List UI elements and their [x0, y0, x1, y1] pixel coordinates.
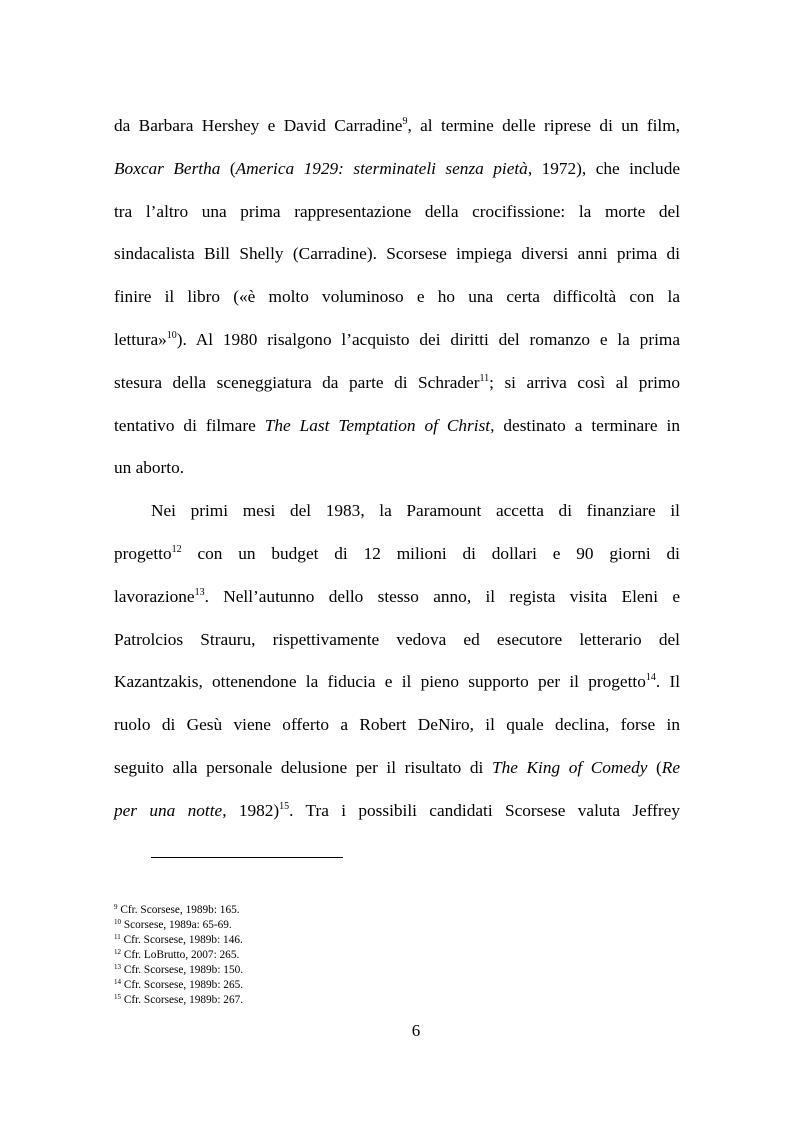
body-line [114, 539, 680, 569]
text-run: . Il [655, 672, 680, 691]
body-line [114, 667, 680, 697]
footnote-text: Cfr. Scorsese, 1989b: 265. [121, 979, 244, 991]
footnote-number: 10 [114, 918, 121, 926]
italic-title: The Last Temptation of Christ [264, 416, 491, 435]
footnote [114, 903, 240, 917]
body-line: finire il libro («è molto voluminoso e ho una certa difficoltà con la [114, 287, 680, 306]
footnote-text: Cfr. LoBrutto, 2007: 265. [121, 949, 240, 961]
text-run: ; si arriva così al primo [489, 373, 680, 392]
footnote-separator [151, 857, 343, 858]
italic-title: Boxcar Bertha [114, 159, 221, 178]
body-line: Patrolcios Strauru, rispettivamente vedova ed esecutore letterario del [114, 630, 680, 649]
footnote-text: Cfr. Scorsese, 1989b: 150. [121, 964, 244, 976]
footnote-text: Cfr. Scorsese, 1989b: 165. [117, 904, 240, 916]
text-run: lavorazione [114, 587, 195, 606]
body-line [114, 154, 680, 184]
footnote-ref[interactable]: 11 [479, 373, 490, 384]
footnote-ref[interactable]: 15 [279, 801, 290, 812]
text-run: progetto [114, 544, 172, 563]
text-run: , 1982) [222, 801, 280, 820]
footnote-number: 12 [114, 948, 121, 956]
footnote-ref[interactable]: 13 [194, 587, 205, 598]
footnote-text: Cfr. Scorsese, 1989b: 146. [120, 934, 243, 946]
body-line: ruolo di Gesù viene offerto a Robert DeNiro, il quale declina, forse in [114, 715, 680, 734]
body-line: un aborto. [114, 458, 185, 477]
body-line [114, 111, 680, 141]
footnote [114, 963, 243, 977]
body-line [114, 411, 680, 441]
footnote-number: 11 [114, 933, 121, 941]
footnote [114, 918, 232, 932]
footnote-ref[interactable]: 12 [171, 544, 182, 555]
paragraph-first-line: Nei primi mesi del 1983, la Paramount accetta di finanziare il [151, 501, 680, 520]
page-number: 6 [411, 1021, 421, 1040]
body-line: sindacalista Bill Shelly (Carradine). Scorsese impiega diversi anni prima di [114, 244, 680, 263]
text-run: . Nell’autunno dello stesso anno, il regista visita Eleni e [204, 587, 680, 606]
body-line: tra l’altro una prima rappresentazione della crocifissione: la morte del [114, 202, 680, 221]
italic-title: The King of Comedy [491, 758, 648, 777]
text-run: tentativo di filmare [114, 416, 265, 435]
body-line [114, 368, 680, 398]
text-run: da Barbara Hershey e David Carradine [114, 116, 403, 135]
text-run: ( [647, 758, 662, 777]
footnote-number: 14 [114, 978, 121, 986]
text-run: ( [220, 159, 236, 178]
footnote-text: Cfr. Scorsese, 1989b: 267. [121, 994, 244, 1006]
text-run: seguito alla personale delusione per il risultato di [114, 758, 492, 777]
italic-title: per una notte [114, 801, 223, 820]
text-run: , 1972), che include [527, 159, 680, 178]
footnote [114, 948, 239, 962]
text-run: , al termine delle riprese di un film, [407, 116, 680, 135]
text-run: Kazantzakis, ottenendone la fiducia e il pieno supporto per il progetto [114, 672, 646, 691]
text-run: , destinato a terminare in [490, 416, 680, 435]
text-run: . Tra i possibili candidati Scorsese valuta Jeffrey [289, 801, 680, 820]
footnote-text: Scorsese, 1989a: 65-69. [121, 919, 232, 931]
text-run: ). Al 1980 risalgono l’acquisto dei diritti del romanzo e la prima [176, 330, 680, 349]
footnote-number: 15 [114, 993, 121, 1001]
body-line [114, 582, 680, 612]
text-run: con un budget di 12 milioni di dollari e 90 giorni di [181, 544, 680, 563]
footnote [114, 933, 243, 947]
body-line [114, 325, 680, 355]
footnote [114, 978, 243, 992]
body-line [114, 753, 680, 783]
body-line [114, 796, 680, 826]
footnote-ref[interactable]: 14 [645, 672, 656, 683]
footnote-ref[interactable]: 9 [402, 116, 408, 127]
footnote [114, 993, 243, 1007]
text-run: stesura della sceneggiatura da parte di Schrader [114, 373, 480, 392]
footnote-number: 13 [114, 963, 121, 971]
italic-title: America 1929: sterminateli senza pietà [235, 159, 528, 178]
footnote-number: 9 [114, 903, 118, 911]
italic-title: Re [661, 758, 680, 777]
text-run: lettura» [114, 330, 167, 349]
footnote-ref[interactable]: 10 [166, 330, 177, 341]
